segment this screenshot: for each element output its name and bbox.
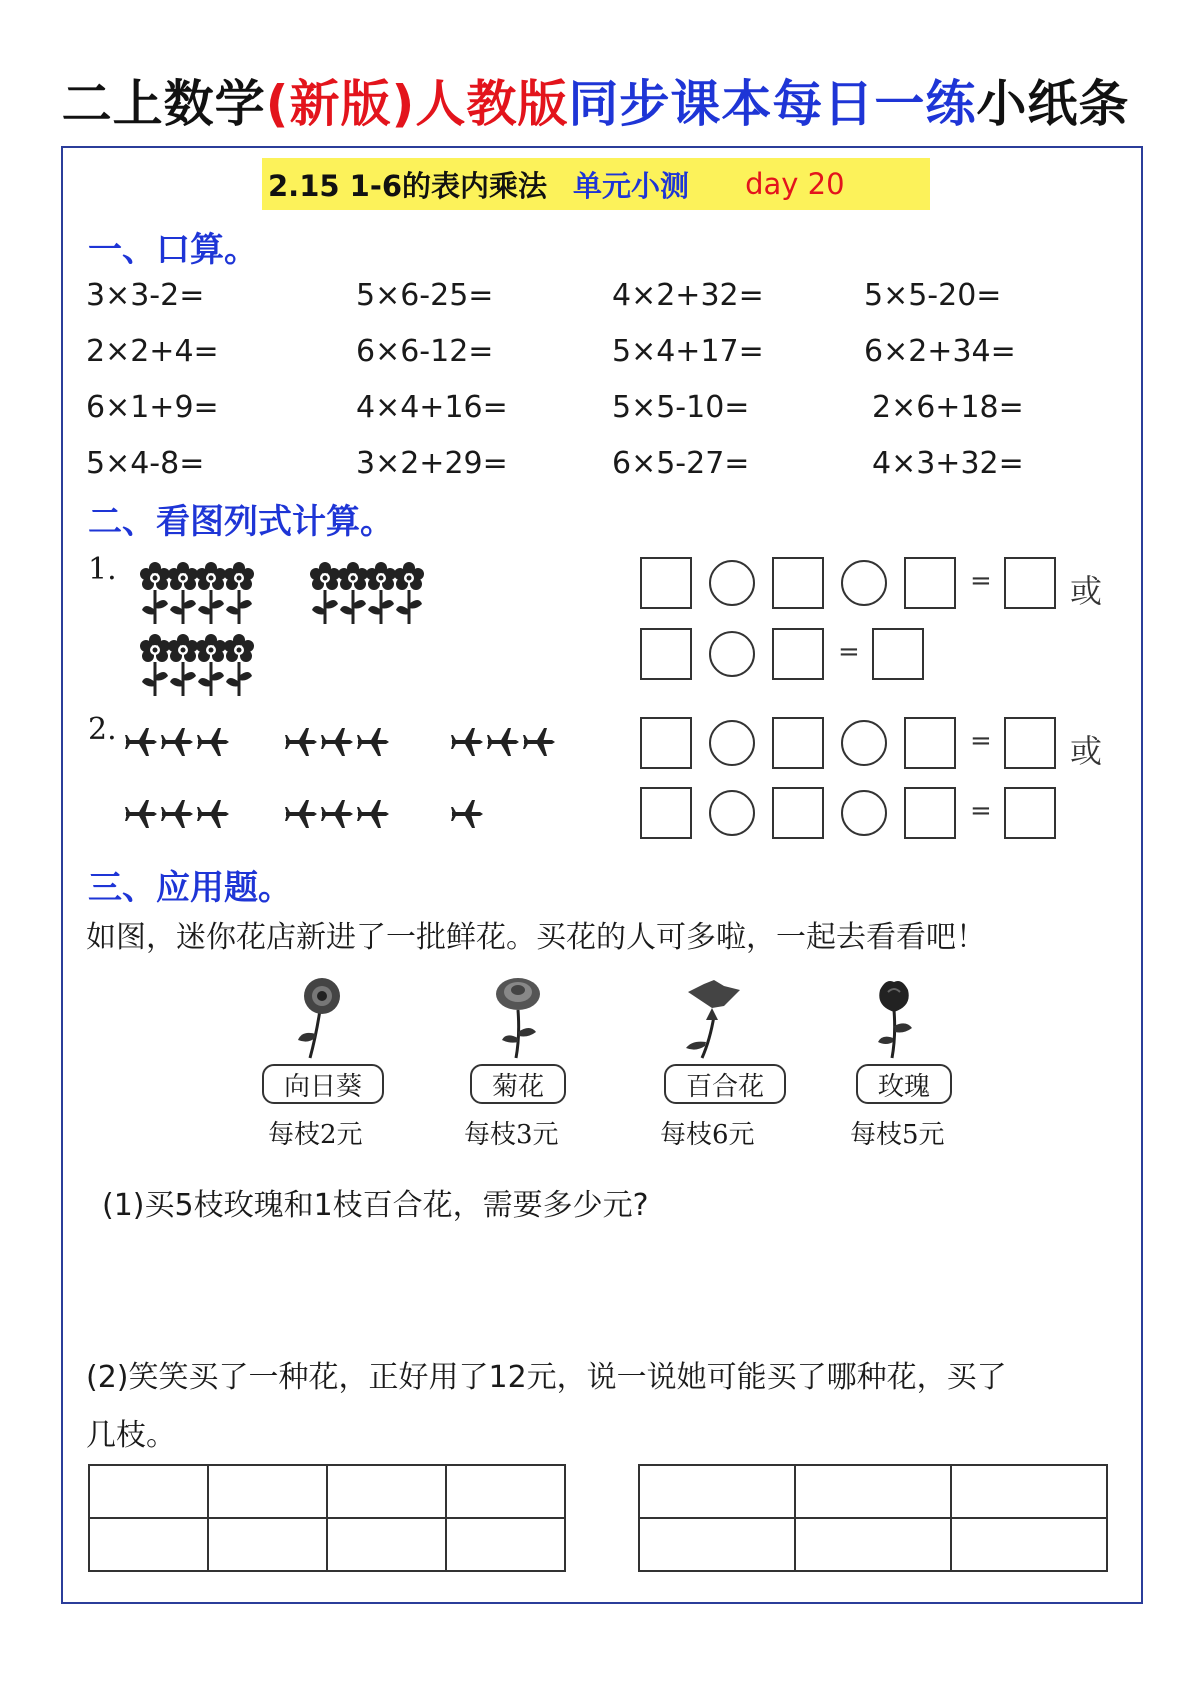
flower-icon [366, 562, 396, 624]
answer-cell[interactable] [795, 1465, 951, 1518]
answer-cell[interactable] [639, 1465, 795, 1518]
oral-item: 5×5-20= [864, 278, 1002, 313]
problem-number: 2. [88, 712, 117, 747]
title-part-series: 同步课本每日一练 [568, 75, 977, 133]
equals-sign: = [970, 796, 992, 826]
airplane-icon [451, 728, 483, 756]
day-label: day 20 [745, 167, 845, 201]
operator-circle[interactable] [841, 560, 887, 606]
answer-box[interactable] [904, 787, 956, 839]
operator-circle[interactable] [709, 790, 755, 836]
answer-box[interactable] [1004, 787, 1056, 839]
question-2-line1: (2)笑笑买了一种花，正好用了12元，说一说她可能买了哪种花，买了 [86, 1360, 1007, 1395]
oral-item: 3×2+29= [356, 446, 508, 481]
answer-cell[interactable] [795, 1518, 951, 1571]
problem-number: 1. [88, 552, 117, 587]
oral-item: 6×2+34= [864, 334, 1016, 369]
title-part-grade: 二上数学 [61, 75, 266, 133]
airplane-icon [523, 728, 555, 756]
answer-box[interactable] [904, 557, 956, 609]
oral-item: 4×4+16= [356, 390, 508, 425]
oral-item: 2×2+4= [86, 334, 219, 369]
title-part-publisher: 人教版 [415, 75, 569, 133]
oral-item: 4×2+32= [612, 278, 764, 313]
answer-cell[interactable] [446, 1518, 565, 1571]
rose-icon [866, 976, 922, 1061]
airplane-icon [125, 800, 157, 828]
flower-icon [168, 634, 198, 696]
flower-label: 菊花 [470, 1064, 566, 1104]
answer-box[interactable] [872, 628, 924, 680]
answer-box[interactable] [772, 557, 824, 609]
oral-item: 2×6+18= [872, 390, 1024, 425]
airplane-icon [357, 728, 389, 756]
flower-label: 玫瑰 [856, 1064, 952, 1104]
title-part-suffix: 小纸条 [976, 75, 1130, 133]
answer-cell[interactable] [951, 1465, 1107, 1518]
answer-grid-right [638, 1464, 1108, 1572]
airplane-icon [321, 728, 353, 756]
operator-circle[interactable] [841, 720, 887, 766]
flower-price: 每枝3元 [464, 1120, 559, 1150]
operator-circle[interactable] [709, 720, 755, 766]
flower-icon [140, 562, 170, 624]
flower-icon [140, 634, 170, 696]
equals-sign: = [838, 637, 860, 667]
oral-item: 5×6-25= [356, 278, 494, 313]
flower-price: 每枝6元 [660, 1120, 755, 1150]
answer-box[interactable] [640, 787, 692, 839]
airplane-icon [161, 728, 193, 756]
answer-grid-left [88, 1464, 566, 1572]
chrysanthemum-icon [488, 976, 548, 1061]
oral-item: 5×4-8= [86, 446, 205, 481]
answer-box[interactable] [772, 787, 824, 839]
oral-item: 3×3-2= [86, 278, 205, 313]
operator-circle[interactable] [841, 790, 887, 836]
answer-box[interactable] [1004, 557, 1056, 609]
question-2-line2: 几枝。 [86, 1418, 176, 1453]
flower-label: 向日葵 [262, 1064, 384, 1104]
answer-cell[interactable] [951, 1518, 1107, 1571]
flower-icon [310, 562, 340, 624]
flower-groups-illustration [140, 552, 460, 702]
flower-icon [196, 562, 226, 624]
answer-cell[interactable] [327, 1465, 446, 1518]
answer-cell[interactable] [208, 1465, 327, 1518]
airplane-icon [285, 728, 317, 756]
answer-cell[interactable] [208, 1518, 327, 1571]
airplane-icon [321, 800, 353, 828]
airplane-icon [357, 800, 389, 828]
airplane-icon [161, 800, 193, 828]
flower-label: 百合花 [664, 1064, 786, 1104]
flower-icon [394, 562, 424, 624]
answer-box[interactable] [640, 628, 692, 680]
answer-box[interactable] [904, 717, 956, 769]
operator-circle[interactable] [709, 631, 755, 677]
or-label: 或 [1070, 732, 1103, 770]
answer-cell[interactable] [639, 1518, 795, 1571]
airplane-icon [487, 728, 519, 756]
word-problem-intro: 如图，迷你花店新进了一批鲜花。买花的人可多啦，一起去看看吧！ [86, 920, 986, 955]
unit-code: 2.15 1-6的表内乘法 [268, 168, 548, 203]
airplane-icon [451, 800, 483, 828]
oral-item: 6×5-27= [612, 446, 750, 481]
airplane-icon [197, 728, 229, 756]
answer-box[interactable] [1004, 717, 1056, 769]
airplane-icon [125, 728, 157, 756]
equals-sign: = [970, 726, 992, 756]
flower-icon [338, 562, 368, 624]
oral-item: 5×5-10= [612, 390, 750, 425]
oral-item: 5×4+17= [612, 334, 764, 369]
flower-price: 每枝5元 [850, 1120, 945, 1150]
question-1: (1)买5枝玫瑰和1枝百合花，需要多少元? [102, 1188, 649, 1223]
unit-header [262, 158, 930, 210]
section3-heading: 三、应用题。 [88, 868, 292, 908]
page-title [0, 64, 1191, 136]
airplane-icon [285, 800, 317, 828]
answer-cell[interactable] [89, 1465, 208, 1518]
oral-item: 6×1+9= [86, 390, 219, 425]
answer-box[interactable] [640, 717, 692, 769]
section1-heading: 一、口算。 [88, 230, 258, 270]
answer-box[interactable] [640, 557, 692, 609]
answer-cell[interactable] [89, 1518, 208, 1571]
airplane-groups-illustration [124, 726, 564, 836]
title-part-edition: (新版) [265, 75, 416, 133]
answer-cell[interactable] [327, 1518, 446, 1571]
answer-box[interactable] [772, 717, 824, 769]
operator-circle[interactable] [709, 560, 755, 606]
equals-sign: = [970, 566, 992, 596]
flower-icon [224, 634, 254, 696]
flower-icon [168, 562, 198, 624]
lily-icon [680, 976, 744, 1061]
unit-subtitle: 单元小测 [573, 168, 690, 203]
airplane-icon [197, 800, 229, 828]
flower-price: 每枝2元 [268, 1120, 363, 1150]
oral-item: 6×6-12= [356, 334, 494, 369]
flower-icon [196, 634, 226, 696]
answer-box[interactable] [772, 628, 824, 680]
oral-item: 4×3+32= [872, 446, 1024, 481]
or-label: 或 [1070, 572, 1103, 610]
flower-icon [224, 562, 254, 624]
answer-cell[interactable] [446, 1465, 565, 1518]
section2-heading: 二、看图列式计算。 [88, 502, 394, 542]
sunflower-icon [290, 976, 350, 1061]
